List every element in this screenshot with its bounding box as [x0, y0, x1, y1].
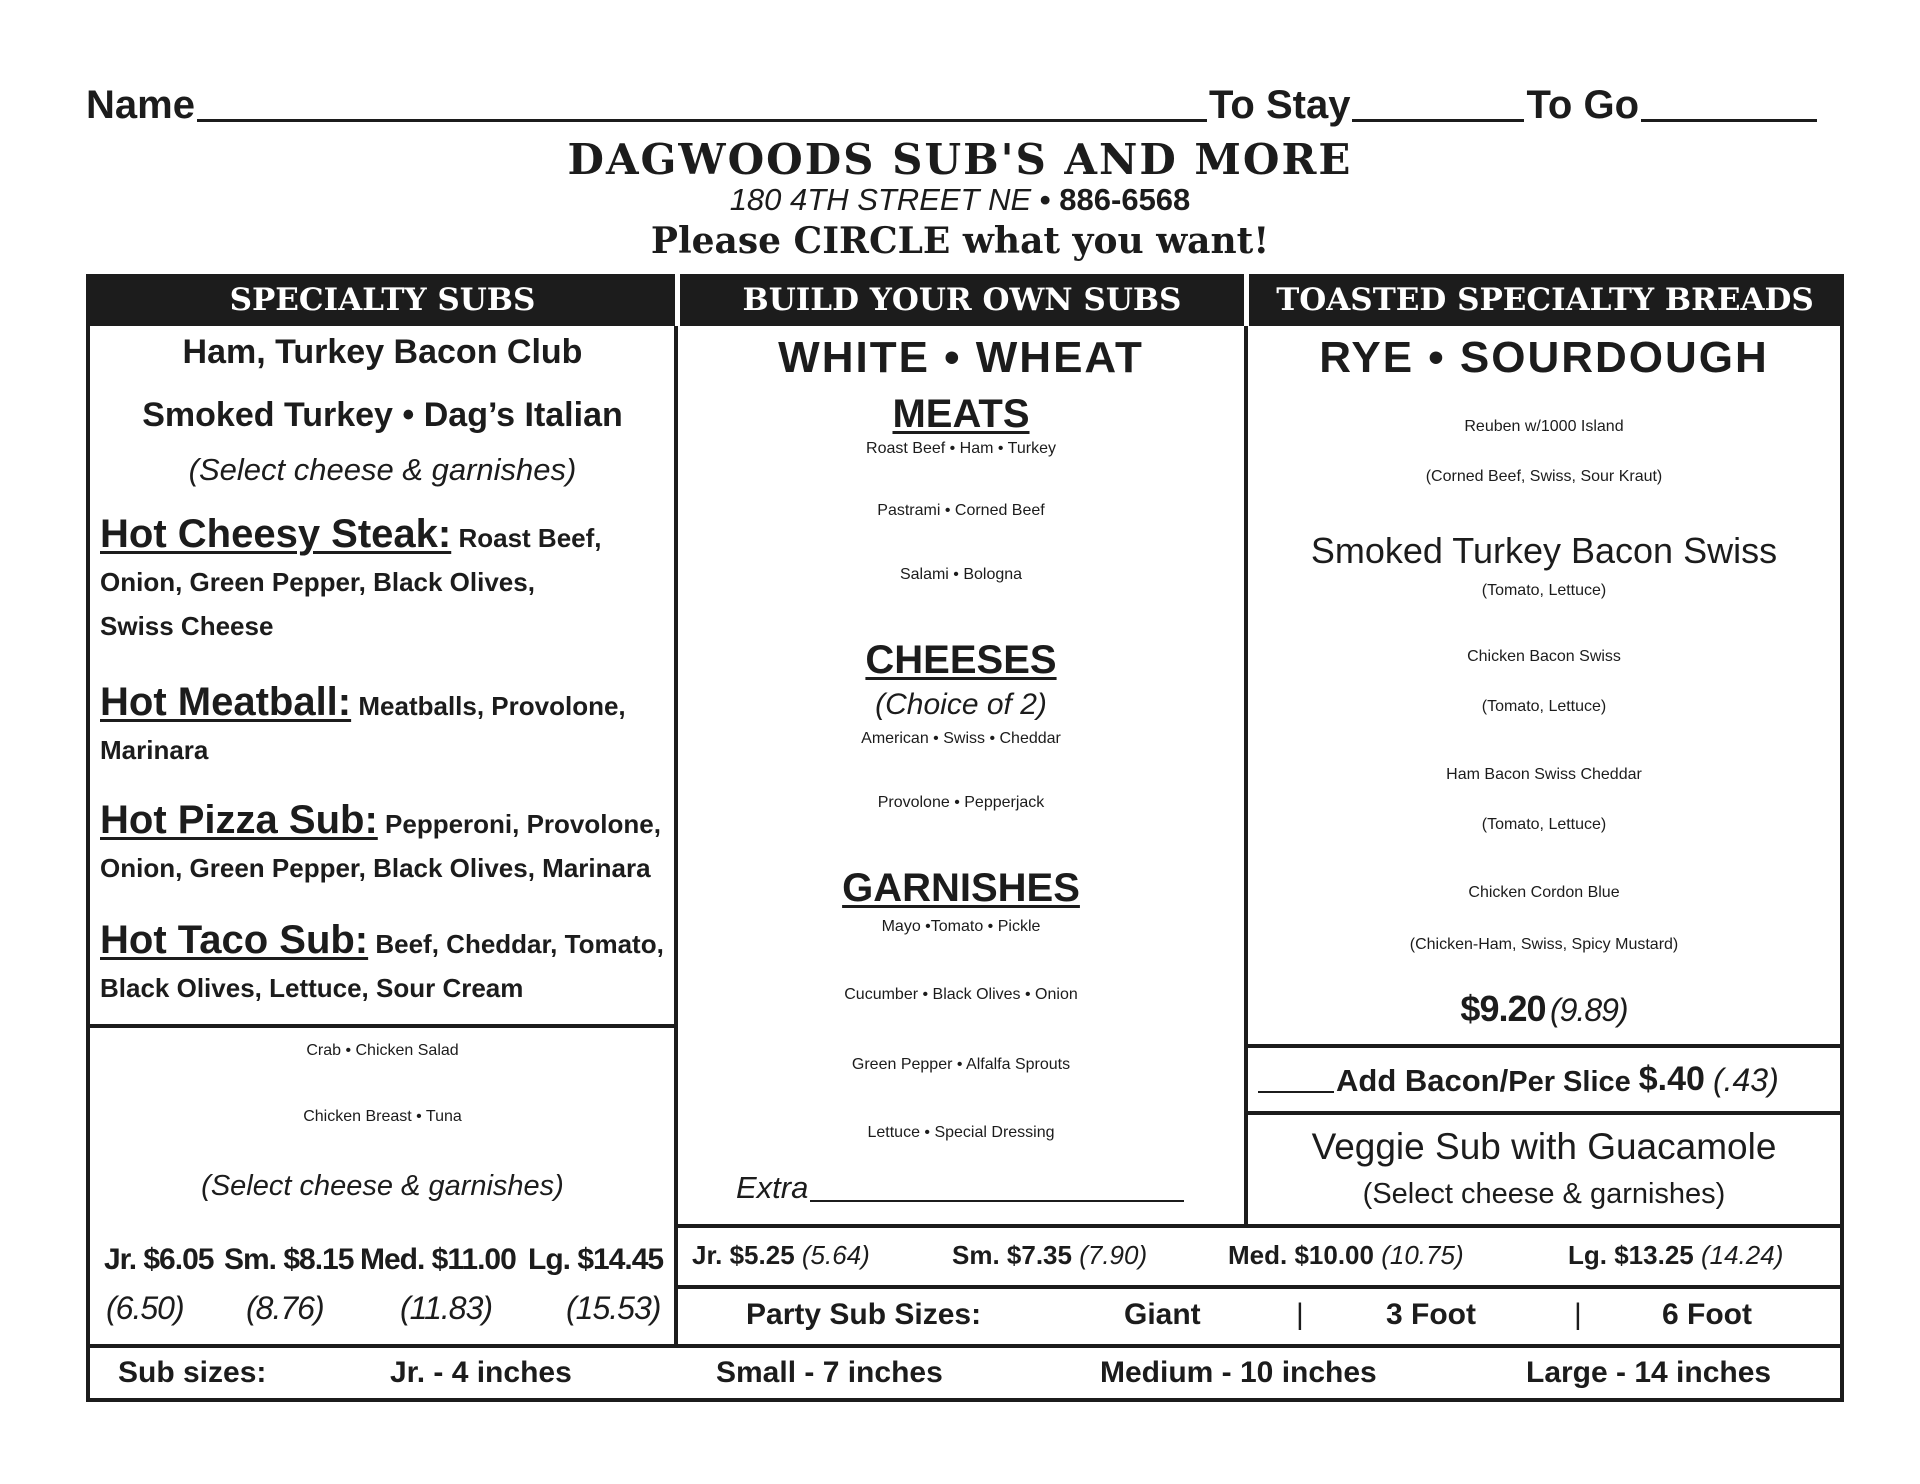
- store-address-line: [0, 182, 1920, 218]
- toasted-item-smoked-turkey[interactable]: Smoked Turkey Bacon Swiss: [1310, 530, 1778, 571]
- sub-size-medium: Medium - 10 inches: [1100, 1356, 1377, 1389]
- add-bacon-row[interactable]: [1258, 1060, 1779, 1099]
- store-phone: 886-6568: [1059, 182, 1191, 217]
- party-sub-label: Party Sub Sizes:: [746, 1298, 982, 1331]
- toasted-bread-options[interactable]: RYE • SOURDOUGH: [1319, 333, 1769, 382]
- toasted-item-reuben[interactable]: Reuben w/1000 Island: [1464, 418, 1624, 435]
- cheeses-line-2[interactable]: Provolone • Pepperjack: [877, 794, 1045, 811]
- name-field[interactable]: [197, 88, 1207, 122]
- build-price-sm-label: Sm. $7.35: [952, 1240, 1072, 1270]
- hot-taco-sub-title: Hot Taco Sub:: [100, 918, 369, 962]
- hot-taco-sub[interactable]: [100, 918, 675, 1010]
- price-row-top-line: [674, 1224, 1844, 1228]
- sub-size-jr: Jr. - 4 inches: [390, 1356, 572, 1389]
- build-price-med[interactable]: [1228, 1240, 1464, 1271]
- party-separator-2: |: [1574, 1298, 1582, 1331]
- meats-line-3[interactable]: Salami • Bologna: [899, 566, 1023, 583]
- garnishes-line-1[interactable]: Mayo •Tomato • Pickle: [881, 918, 1041, 935]
- extra-label: Extra: [736, 1170, 809, 1205]
- name-label: Name: [86, 83, 195, 127]
- toasted-price[interactable]: [1248, 988, 1840, 1030]
- veggie-sub-note: (Select cheese & garnishes): [1362, 1178, 1726, 1210]
- sub-size-large: Large - 14 inches: [1526, 1356, 1772, 1389]
- build-price-jr-label: Jr. $5.25: [692, 1240, 795, 1270]
- add-bacon-per-slice: Per Slice: [1508, 1066, 1631, 1098]
- address-bullet: •: [1039, 182, 1051, 217]
- toasted-item-ham-bacon-note: (Tomato, Lettuce): [1481, 816, 1607, 833]
- extra-field[interactable]: [810, 1172, 1184, 1202]
- specialty-price-med[interactable]: Med. $11.00: [360, 1243, 516, 1276]
- to-stay-field[interactable]: [1352, 88, 1524, 122]
- specialty-price-sm-tax: (8.76): [246, 1290, 324, 1326]
- salad-note: (Select cheese & garnishes): [201, 1170, 564, 1202]
- specialty-line-2[interactable]: Smoked Turkey • Dag’s Italian: [142, 396, 623, 434]
- toasted-split-line-1: [1244, 1044, 1844, 1048]
- garnishes-line-4[interactable]: Lettuce • Special Dressing: [867, 1124, 1055, 1141]
- build-price-jr[interactable]: [692, 1240, 870, 1271]
- add-bacon-label: Add Bacon/: [1336, 1063, 1509, 1098]
- specialty-price-jr-tax: (6.50): [106, 1290, 184, 1326]
- hot-meatball-desc-2: Marinara: [100, 735, 209, 765]
- veggie-sub[interactable]: Veggie Sub with Guacamole: [1311, 1126, 1777, 1167]
- build-price-jr-tax: (5.64): [801, 1240, 870, 1270]
- salad-line-1[interactable]: Crab • Chicken Salad: [306, 1042, 459, 1059]
- specialty-split-line: [86, 1024, 676, 1028]
- build-price-sm-tax: (7.90): [1079, 1240, 1148, 1270]
- specialty-price-sm[interactable]: Sm. $8.15: [224, 1243, 354, 1276]
- hot-cheesy-steak-title: Hot Cheesy Steak:: [100, 512, 452, 556]
- hot-taco-sub-desc-2: Black Olives, Lettuce, Sour Cream: [100, 973, 524, 1003]
- salad-line-2[interactable]: Chicken Breast • Tuna: [303, 1108, 462, 1125]
- hot-cheesy-steak-desc-1: Roast Beef,: [458, 523, 602, 553]
- toasted-item-smoked-turkey-note: (Tomato, Lettuce): [1481, 582, 1607, 599]
- add-bacon-price: $.40: [1638, 1060, 1705, 1098]
- toasted-item-ham-bacon[interactable]: Ham Bacon Swiss Cheddar: [1446, 766, 1642, 783]
- hot-cheesy-steak[interactable]: [100, 512, 675, 648]
- store-name: DAGWOODS SUB'S AND MORE: [567, 135, 1353, 184]
- build-price-lg[interactable]: [1568, 1240, 1783, 1271]
- extra-line: [736, 1170, 1184, 1206]
- to-stay-label: To Stay: [1208, 83, 1351, 127]
- specialty-price-med-tax: (11.83): [400, 1290, 493, 1326]
- toasted-price-tax: (9.89): [1549, 992, 1628, 1028]
- toasted-item-cordon-blue-note: (Chicken-Ham, Swiss, Spicy Mustard): [1409, 936, 1679, 953]
- specialty-price-jr[interactable]: Jr. $6.05: [104, 1243, 214, 1276]
- to-go-label: To Go: [1526, 83, 1640, 127]
- add-bacon-tax: (.43): [1712, 1062, 1779, 1098]
- hot-taco-sub-desc-1: Beef, Cheddar, Tomato,: [375, 929, 664, 959]
- toasted-item-chicken-bacon-note: (Tomato, Lettuce): [1481, 698, 1607, 715]
- header-build-your-own: BUILD YOUR OWN SUBS: [742, 282, 1182, 318]
- toasted-item-cordon-blue[interactable]: Chicken Cordon Blue: [1468, 884, 1620, 901]
- instruction-text: Please CIRCLE what you want!: [650, 220, 1270, 262]
- hot-pizza-sub-title: Hot Pizza Sub:: [100, 798, 378, 842]
- store-address: 180 4TH STREET NE: [729, 182, 1032, 217]
- specialty-price-lg-tax: (15.53): [566, 1290, 661, 1326]
- hot-pizza-sub-desc-1: Pepperoni, Provolone,: [385, 809, 661, 839]
- party-row-top-line: [674, 1285, 1844, 1289]
- build-price-med-label: Med. $10.00: [1228, 1240, 1374, 1270]
- header-specialty-subs: SPECIALTY SUBS: [229, 282, 536, 318]
- sub-size-small: Small - 7 inches: [716, 1356, 943, 1389]
- toasted-item-reuben-note: (Corned Beef, Swiss, Sour Kraut): [1425, 468, 1663, 485]
- build-price-sm[interactable]: [952, 1240, 1147, 1271]
- to-go-field[interactable]: [1641, 88, 1817, 122]
- party-size-3-foot[interactable]: 3 Foot: [1386, 1298, 1476, 1331]
- party-size-giant[interactable]: Giant: [1124, 1298, 1201, 1331]
- hot-cheesy-steak-desc-3: Swiss Cheese: [100, 611, 274, 641]
- cheeses-line-1[interactable]: American • Swiss • Cheddar: [861, 730, 1061, 747]
- hot-meatball[interactable]: [100, 680, 675, 772]
- meats-line-2[interactable]: Pastrami • Corned Beef: [877, 502, 1045, 519]
- party-size-6-foot[interactable]: 6 Foot: [1662, 1298, 1752, 1331]
- meats-line-1[interactable]: Roast Beef • Ham • Turkey: [866, 440, 1056, 457]
- party-separator-1: |: [1296, 1298, 1304, 1331]
- garnishes-line-3[interactable]: Green Pepper • Alfalfa Sprouts: [851, 1056, 1071, 1073]
- order-form-header: [86, 78, 1842, 128]
- toasted-item-chicken-bacon[interactable]: Chicken Bacon Swiss: [1467, 648, 1621, 665]
- build-price-lg-label: Lg. $13.25: [1568, 1240, 1694, 1270]
- meats-title: MEATS: [892, 392, 1030, 436]
- header-toasted-breads: TOASTED SPECIALTY BREADS: [1276, 282, 1814, 318]
- garnishes-line-2[interactable]: Cucumber • Black Olives • Onion: [844, 986, 1078, 1003]
- sizes-row-top-line: [86, 1344, 1844, 1348]
- add-bacon-field[interactable]: [1258, 1065, 1334, 1093]
- sub-sizes-label: Sub sizes:: [118, 1356, 267, 1389]
- toasted-split-line-2: [1244, 1111, 1844, 1115]
- garnishes-title: GARNISHES: [842, 866, 1080, 910]
- specialty-line-1[interactable]: Ham, Turkey Bacon Club: [182, 333, 583, 371]
- hot-cheesy-steak-desc-2: Onion, Green Pepper, Black Olives,: [100, 567, 535, 597]
- build-bread-options[interactable]: WHITE • WHEAT: [778, 333, 1144, 382]
- build-price-med-tax: (10.75): [1381, 1240, 1464, 1270]
- hot-pizza-sub[interactable]: [100, 798, 675, 890]
- specialty-note: (Select cheese & garnishes): [188, 452, 577, 487]
- hot-pizza-sub-desc-2: Onion, Green Pepper, Black Olives, Marinara: [100, 853, 651, 883]
- hot-meatball-desc-1: Meatballs, Provolone,: [358, 691, 626, 721]
- specialty-price-lg[interactable]: Lg. $14.45: [528, 1243, 664, 1276]
- cheeses-title: CHEESES: [865, 638, 1057, 682]
- toasted-price-value: $9.20: [1460, 988, 1546, 1029]
- cheeses-note: (Choice of 2): [875, 688, 1047, 721]
- hot-meatball-title: Hot Meatball:: [100, 680, 352, 724]
- header-divider-2: [1244, 274, 1249, 326]
- build-price-lg-tax: (14.24): [1700, 1240, 1784, 1270]
